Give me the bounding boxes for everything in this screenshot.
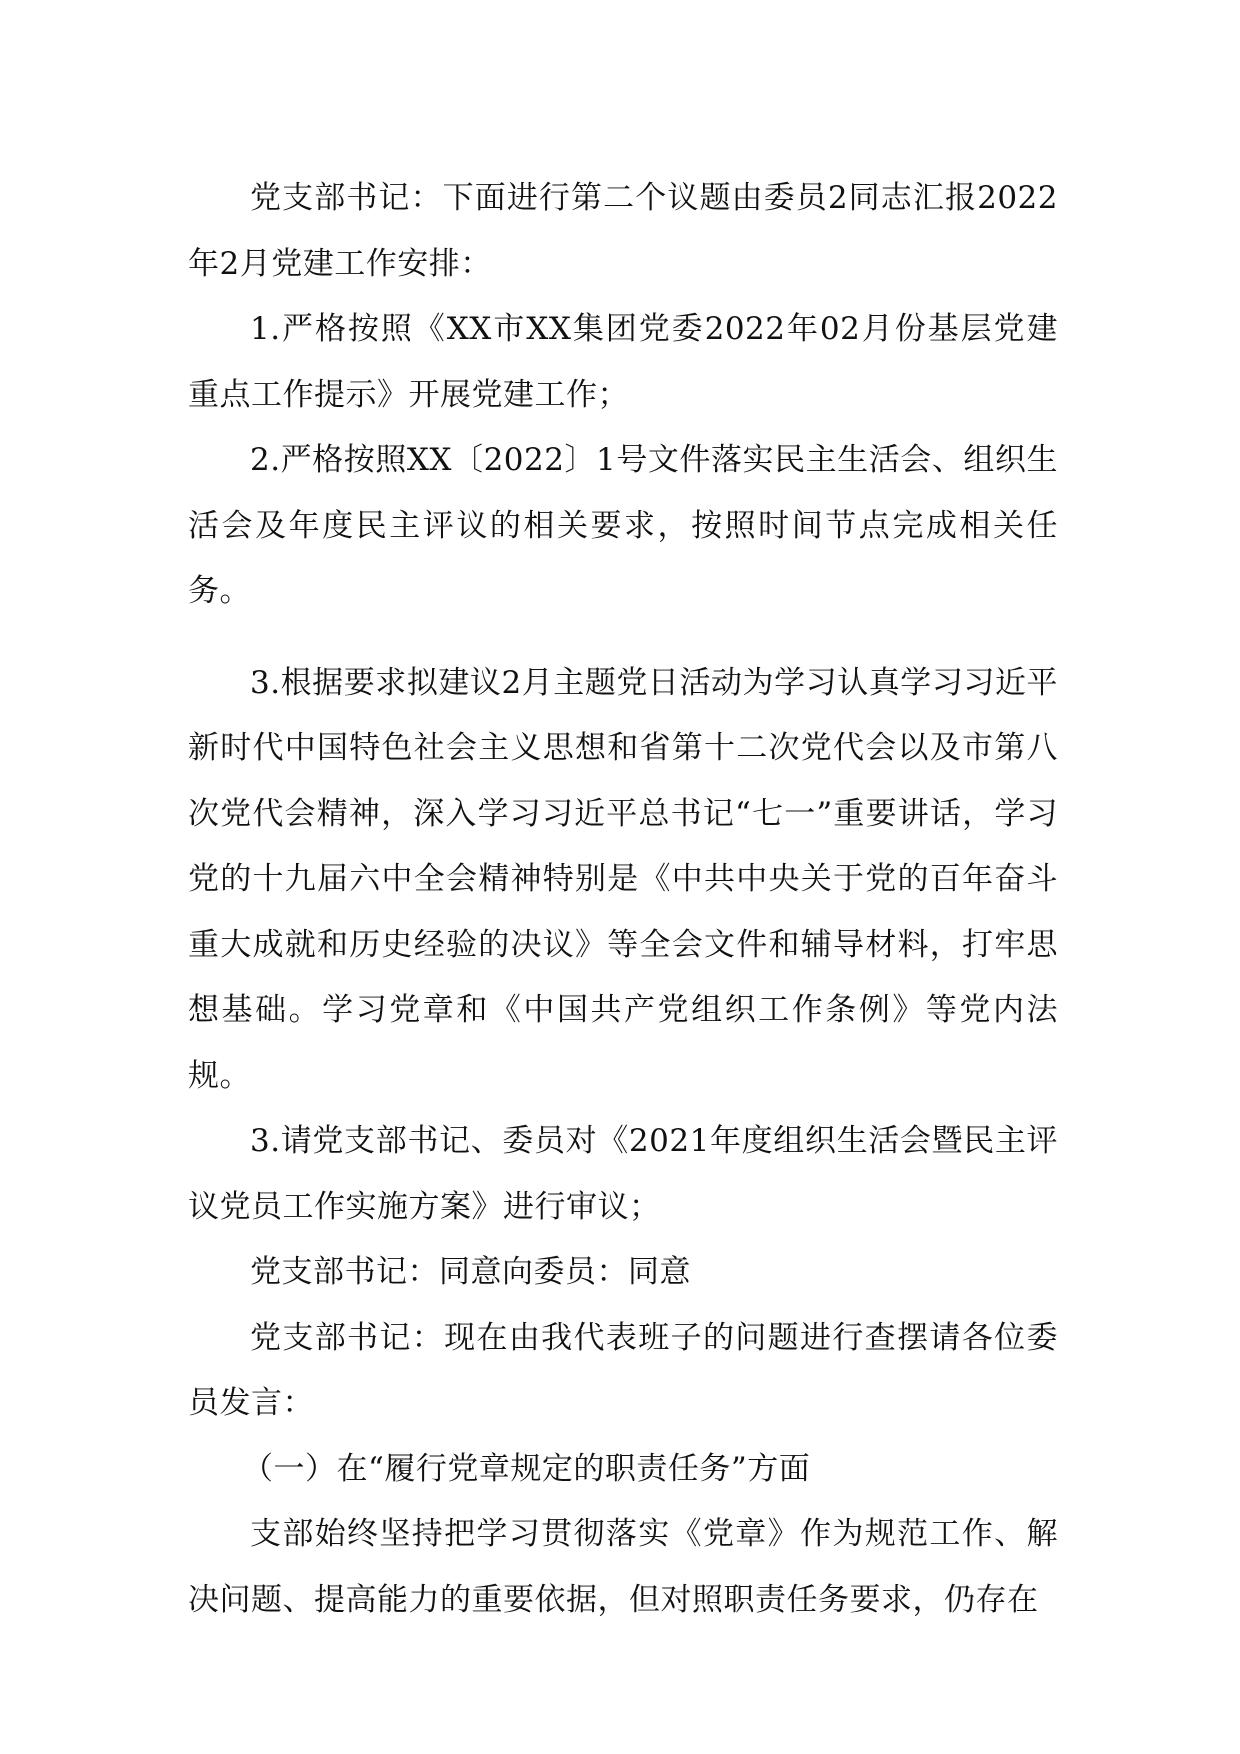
section-heading-1: （一）在“履行党章规定的职责任务”方面 <box>242 1450 811 1487</box>
paragraph-agenda-intro: 党支部书记：下面进行第二个议题由委员2同志汇报2022年2月党建工作安排： <box>188 180 1058 282</box>
paragraph-approval: 党支部书记：同意向委员：同意 <box>250 1254 691 1290</box>
paragraph-section-1-body: 支部始终坚持把学习贯彻落实《党章》作为规范工作、解决问题、提高能力的重要依据，但对照职责任务要求，仍存在 <box>188 1516 1058 1618</box>
paragraph-secretary-statement: 党支部书记：现在由我代表班子的问题进行查摆请各位委员发言： <box>188 1319 1058 1421</box>
paragraph-item-1: 1.严格按照《XX市XX集团党委2022年02月份基层党建重点工作提示》开展党建工作； <box>188 311 1058 413</box>
document-body <box>188 166 1058 1633</box>
paragraph-item-2: 2.严格按照XX〔2022〕1号文件落实民主生活会、组织生活会及年度民主评议的相关要求，按照时间节点完成相关任务。 <box>188 442 1058 609</box>
paragraph-item-3-review: 3.请党支部书记、委员对《2021年度组织生活会暨民主评议党员工作实施方案》进行审议； <box>188 1123 1058 1225</box>
paragraph-item-3-theme-day: 3.根据要求拟建议2月主题党日活动为学习认真学习习近平新时代中国特色社会主义思想和省第十二次党代会以及市第八次党代会精神，深入学习习近平总书记“七一”重要讲话，学习党的十九届六中全会精神特别是《中共中央关于党的百年奋斗重大成就和历史经验的决议》等全会文件和辅导材料，打牢思想基础。学习党章和《中国共产党组织工作条例》等党内法规。 <box>188 664 1058 1094</box>
